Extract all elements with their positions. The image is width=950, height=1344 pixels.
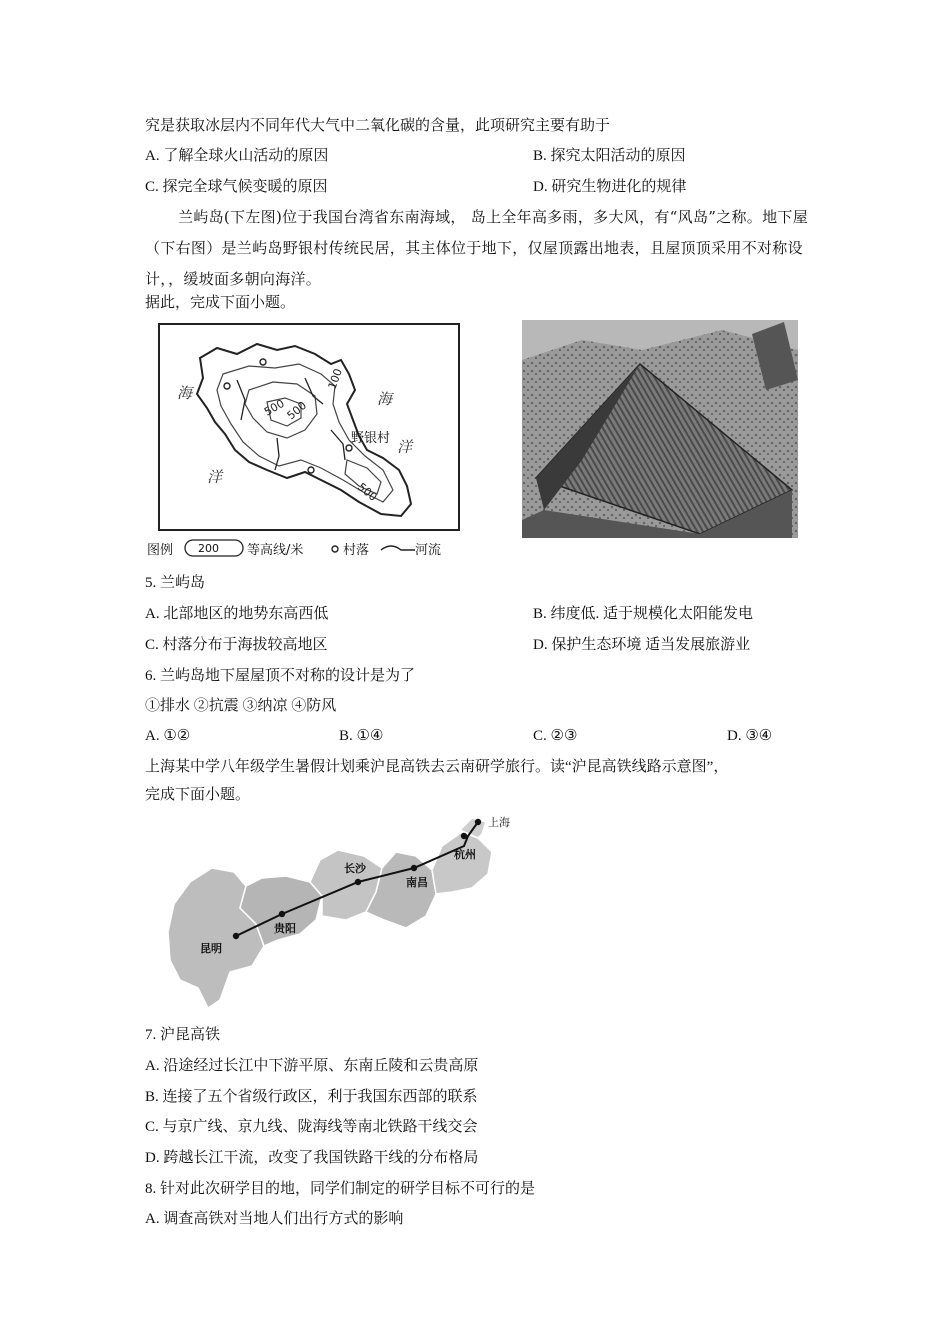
contour-label-500-c: 500 xyxy=(355,480,380,504)
legend-village-text: 村落 xyxy=(343,543,370,558)
q4-option-b: B. 探究太阳活动的原因 xyxy=(533,148,686,164)
q8-stem: 8. 针对此次研学目的地，同学们制定的研学目标不可行的是 xyxy=(145,1181,536,1197)
label-hangzhou: 杭州 xyxy=(454,848,476,861)
contour-label-500-b: 500 xyxy=(284,398,310,423)
legend-village-icon xyxy=(332,546,338,552)
sea-label-right-1: 海 xyxy=(377,390,393,408)
contour-label-500-a: 500 xyxy=(262,396,287,419)
q8-option-a: A. 调查高铁对当地人们出行方式的影响 xyxy=(145,1211,404,1227)
sea-label-left-1: 海 xyxy=(177,384,193,402)
lanyu-passage: 兰屿岛(下左图)位于我国台湾省东南海域， 岛上全年高多雨，多大风，有“风岛”之称。地下屋（下右图）是兰屿岛野银村传统民居，其主体位于地下，仅屋顶露出地表，且屋顶顶采用不对称设计，，缓坡面多朝向海洋。 xyxy=(145,208,809,288)
q4-option-d: D. 研究生物进化的规律 xyxy=(533,179,687,195)
label-changsha: 长沙 xyxy=(344,862,366,875)
q7-option-a: A. 沿途经过长江中下游平原、东南丘陵和云贵高原 xyxy=(145,1058,479,1074)
label-kunming: 昆明 xyxy=(200,942,222,955)
legend-river-icon xyxy=(381,546,415,550)
underground-house-photo xyxy=(522,320,798,538)
station-changsha xyxy=(355,879,361,885)
q6-option-d: D. ③④ xyxy=(727,728,773,744)
label-shanghai: 上海 xyxy=(488,816,510,829)
q6-option-c: C. ②③ xyxy=(533,728,578,744)
q4-option-c: C. 探完全球气候变暖的原因 xyxy=(145,179,328,195)
rail-intro-line1: 上海某中学八年级学生暑假计划乘沪昆高铁去云南研学旅行。读“沪昆高铁线路示意图”， xyxy=(145,759,729,775)
legend-contour-value: 200 xyxy=(198,542,219,555)
sea-label-right-2: 洋 xyxy=(397,438,413,456)
q6-stem: 6. 兰屿岛地下屋屋顶不对称的设计是为了 xyxy=(145,668,416,684)
q4-stem-tail: 究是获取冰层内不同年代大气中二氧化碳的含量，此项研究主要有助于 xyxy=(145,118,611,134)
village-label: 野银村 xyxy=(351,431,391,446)
q6-option-b: B. ①④ xyxy=(339,728,384,744)
legend-prefix: 图例 xyxy=(147,543,174,558)
q5-stem: 5. 兰屿岛 xyxy=(145,575,206,591)
station-kunming xyxy=(233,933,239,939)
contour-label-100: 100 xyxy=(325,366,346,392)
station-guiyang xyxy=(279,911,285,917)
lanyu-instruction: 据此，完成下面小题。 xyxy=(145,295,296,311)
station-hangzhou xyxy=(461,833,467,839)
legend-river-text: 河流 xyxy=(415,543,442,558)
q7-stem: 7. 沪昆高铁 xyxy=(145,1027,221,1043)
province-zhejiang xyxy=(432,832,492,894)
label-nanchang: 南昌 xyxy=(406,876,428,889)
q6-option-a: A. ①② xyxy=(145,728,191,744)
q5-option-a: A. 北部地区的地势东高西低 xyxy=(145,606,329,622)
legend-contour-text: 等高线/米 xyxy=(247,543,304,558)
lanyu-island-map xyxy=(145,320,475,560)
q6-choices: ①排水 ②抗震 ③纳凉 ④防风 xyxy=(145,698,337,714)
station-nanchang xyxy=(411,865,417,871)
q4-option-a: A. 了解全球火山活动的原因 xyxy=(145,148,329,164)
label-guiyang: 贵阳 xyxy=(274,922,296,935)
q7-option-b: B. 连接了五个省级行政区，利于我国东西部的联系 xyxy=(145,1089,478,1105)
q5-option-c: C. 村落分布于海拔较高地区 xyxy=(145,637,328,653)
hukun-rail-map xyxy=(160,812,525,1012)
q7-option-c: C. 与京广线、京九线、陇海线等南北铁路干线交会 xyxy=(145,1119,478,1135)
sea-label-left-2: 洋 xyxy=(207,468,223,486)
q5-option-b: B. 纬度低. 适于规模化太阳能发电 xyxy=(533,606,754,622)
station-shanghai xyxy=(475,819,481,825)
q7-option-d: D. 跨越长江干流，改变了我国铁路干线的分布格局 xyxy=(145,1150,479,1166)
q5-option-d: D. 保护生态环境 适当发展旅游业 xyxy=(533,637,751,653)
rail-intro-line2: 完成下面小题。 xyxy=(145,787,251,803)
